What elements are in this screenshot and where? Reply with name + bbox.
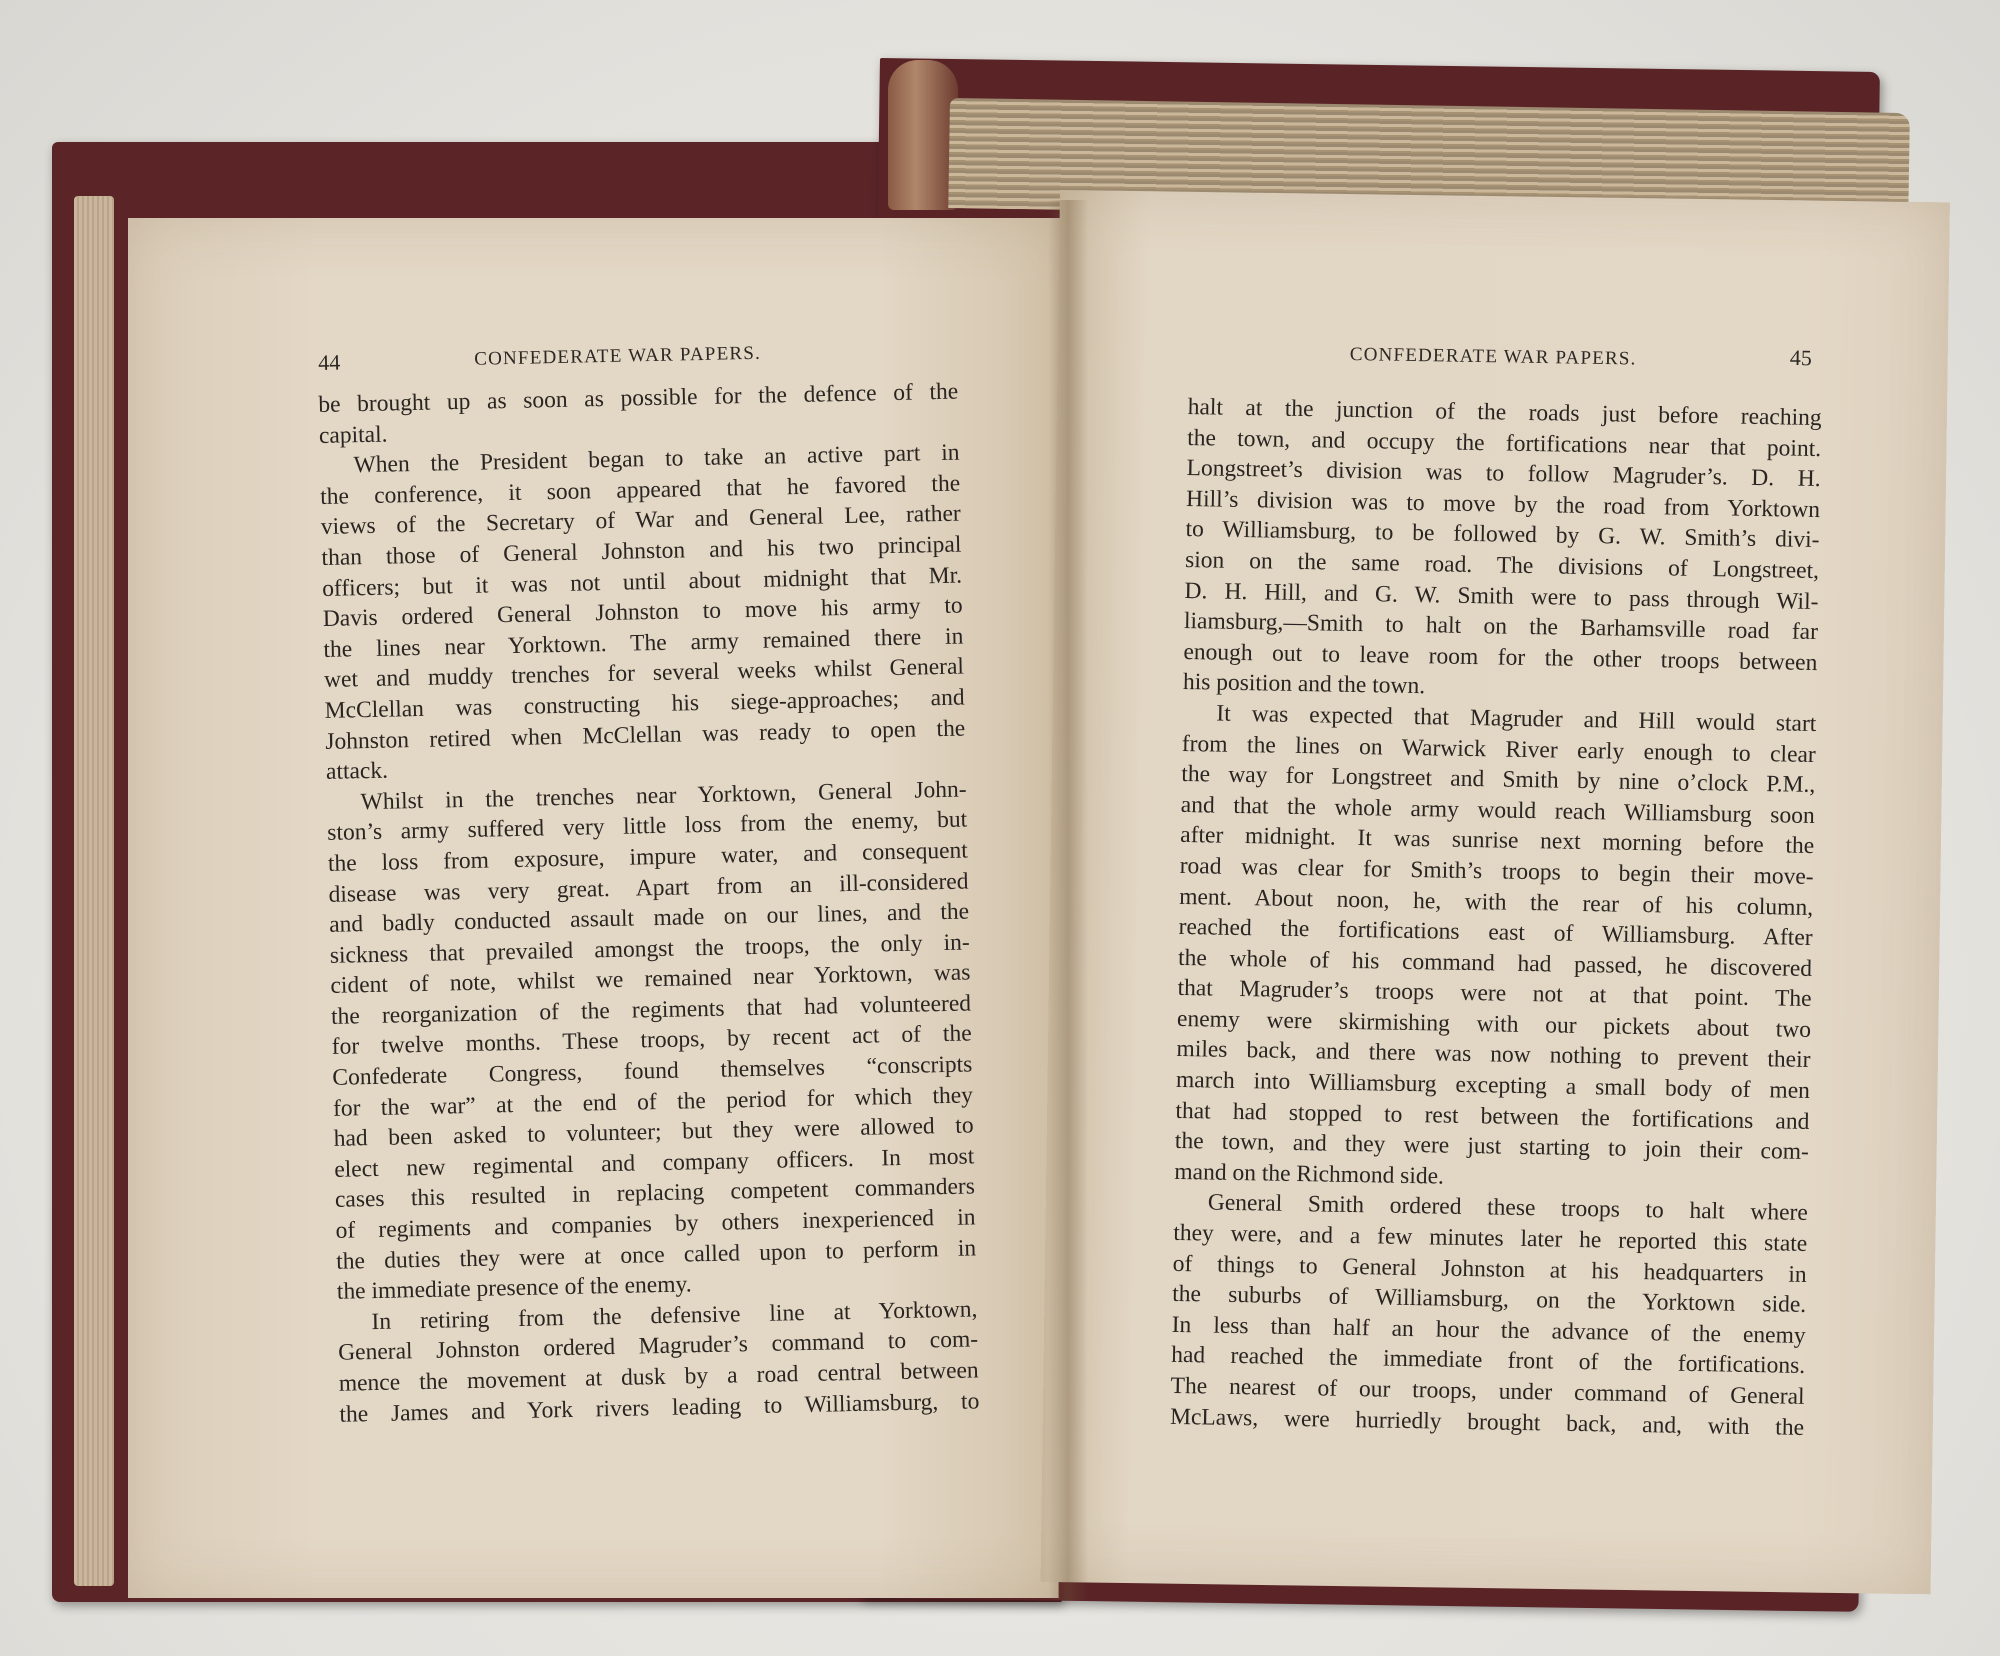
text-line: Confederate Congress, found themselves “conscripts (332, 1051, 973, 1091)
text-line: that Magruder’s troops were not at that point. The (1177, 975, 1812, 1013)
text-line: that had stopped to rest between the fortifications and (1175, 1097, 1810, 1135)
book-spine-top (888, 60, 958, 210)
right-page-text (1170, 392, 1822, 1443)
text-line: march into Williamsburg excepting a small body of men (1175, 1066, 1811, 1105)
text-line: attack. (325, 757, 389, 786)
text-line: the loss from exposure, impure water, and consequent (327, 837, 969, 877)
text-line: capital. (318, 421, 388, 449)
text-line: wet and muddy trenches for several weeks whilst General (323, 653, 965, 694)
text-line: Hill’s division was to move by the road from Yorktown (1185, 485, 1821, 523)
text-line: the conference, it soon appeared that he favored the (319, 470, 961, 510)
text-line: the reorganization of the regiments that had volunteered (330, 990, 972, 1030)
text-line: road was clear for Smith’s troops to begin their move- (1179, 852, 1814, 890)
page-number: 44 (318, 349, 341, 375)
text-line: the James and York rivers leading to Williamsburg, to (339, 1387, 980, 1428)
text-line: ment. About noon, he, with the rear of his column, (1178, 883, 1814, 921)
text-line: miles back, and there was now nothing to prevent their (1176, 1036, 1811, 1074)
running-head: CONFEDERATE WAR PAPERS. (474, 342, 762, 370)
text-line: reached the fortifications east of Williamsburg. After (1178, 914, 1813, 952)
text-line: McClellan was constructing his siege-approaches; and (324, 684, 965, 724)
left-page-text (318, 377, 980, 1430)
text-line: General Smith ordered these troops to halt where (1207, 1189, 1808, 1227)
text-line: the whole of his command had passed, he discovered (1177, 944, 1813, 982)
text-line: cident of note, whilst we remained near Yorktown, was (330, 959, 971, 1000)
text-line: disease was very great. Apart from an ill-considered (328, 867, 969, 908)
text-line: Johnston retired when McClellan was ready to open the (325, 715, 966, 755)
text-line: had reached the immediate front of the fortifications. (1170, 1342, 1806, 1380)
text-line: sickness that prevailed amongst the troops, the only in- (329, 929, 970, 969)
text-line: than those of General Johnston and his two principal (321, 531, 962, 571)
running-head: CONFEDERATE WAR PAPERS. (1349, 343, 1637, 370)
text-line: and that the whole army would reach Williamsburg soon (1180, 791, 1815, 829)
text-line: enemy were skirmishing with our pickets about two (1176, 1005, 1812, 1043)
text-line: they were, and a few minutes later he reported this state (1173, 1219, 1808, 1257)
text-line: for twelve months. These troops, by recent act of the (331, 1020, 972, 1061)
text-line: the duties they were at once called upon to perform in (335, 1235, 977, 1275)
text-line: The nearest of our troops, under command of General (1170, 1372, 1805, 1410)
text-line: sion on the same road. The divisions of Longstreet, (1184, 546, 1820, 585)
text-line: mence the movement at dusk by a road central between (338, 1357, 979, 1397)
book-gutter (1048, 200, 1088, 1600)
text-line: McLaws, were hurriedly brought back, and, with the (1169, 1403, 1805, 1441)
text-line: the suburbs of Williamsburg, on the Yorktown side. (1172, 1281, 1807, 1319)
text-line: to Williamsburg, to be followed by G. W. Smith’s divi- (1185, 516, 1820, 554)
text-line: enough out to leave room for the other troops between (1183, 638, 1818, 676)
text-line: the immediate presence of the enemy. (336, 1271, 692, 1306)
text-line: liamsburg,—Smith to halt on the Barhamsville road far (1183, 608, 1819, 646)
text-line: the way for Longstreet and Smith by nine o’clock P.M., (1181, 761, 1816, 799)
text-line: the town, and occupy the fortifications near that point. (1186, 424, 1822, 462)
text-line: Davis ordered General Johnston to move his army to (322, 592, 963, 633)
text-line: his position and the town. (1182, 669, 1426, 700)
text-line: for the war” at the end of the period for which they (332, 1082, 974, 1122)
text-line: officers; but it was not until about midnight that Mr. (321, 562, 963, 602)
text-line: of things to General Johnston at his headquarters in (1172, 1250, 1807, 1288)
text-line: Longstreet’s division was to follow Magruder’s. D. H. (1186, 455, 1821, 493)
text-line: D. H. Hill, and G. W. Smith were to pass through Wil- (1184, 577, 1819, 615)
text-line: the lines near Yorktown. The army remained there in (323, 623, 964, 663)
text-line: It was expected that Magruder and Hill would start (1216, 700, 1817, 737)
text-line: had been asked to volunteer; but they were allowed to (333, 1112, 974, 1153)
page-edges-left (74, 196, 114, 1586)
page-number: 45 (1789, 344, 1813, 371)
text-line: and badly conducted assault made on our lines, and the (328, 898, 970, 938)
text-line: views of the Secretary of War and General Lee, rather (320, 500, 962, 541)
text-line: cases this resulted in replacing competent commanders (334, 1173, 976, 1214)
text-line: after midnight. It was sunrise next morning before the (1180, 822, 1815, 860)
text-line: In less than half an hour the advance of the enemy (1171, 1311, 1806, 1349)
text-line: of regiments and companies by others inexperienced in (335, 1204, 976, 1244)
text-line: from the lines on Warwick River early enough to clear (1181, 730, 1816, 768)
text-line: the town, and they were just starting to join their com- (1174, 1128, 1810, 1166)
text-line: elect new regimental and company officers. In most (334, 1143, 975, 1183)
text-line: Whilst in the trenches near Yorktown, General John- (360, 776, 967, 815)
text-line: be brought up as soon as possible for the defence of the (318, 378, 959, 418)
text-line: In retiring from the defensive line at Yorktown, (371, 1296, 978, 1335)
text-line: General Johnston ordered Magruder’s command to com- (337, 1326, 979, 1367)
text-line: ston’s army suffered very little loss from the enemy, but (327, 806, 968, 847)
text-line: halt at the junction of the roads just before reaching (1187, 393, 1822, 432)
text-line: mand on the Richmond side. (1174, 1158, 1445, 1190)
text-line: When the President began to take an active part in (353, 439, 960, 479)
